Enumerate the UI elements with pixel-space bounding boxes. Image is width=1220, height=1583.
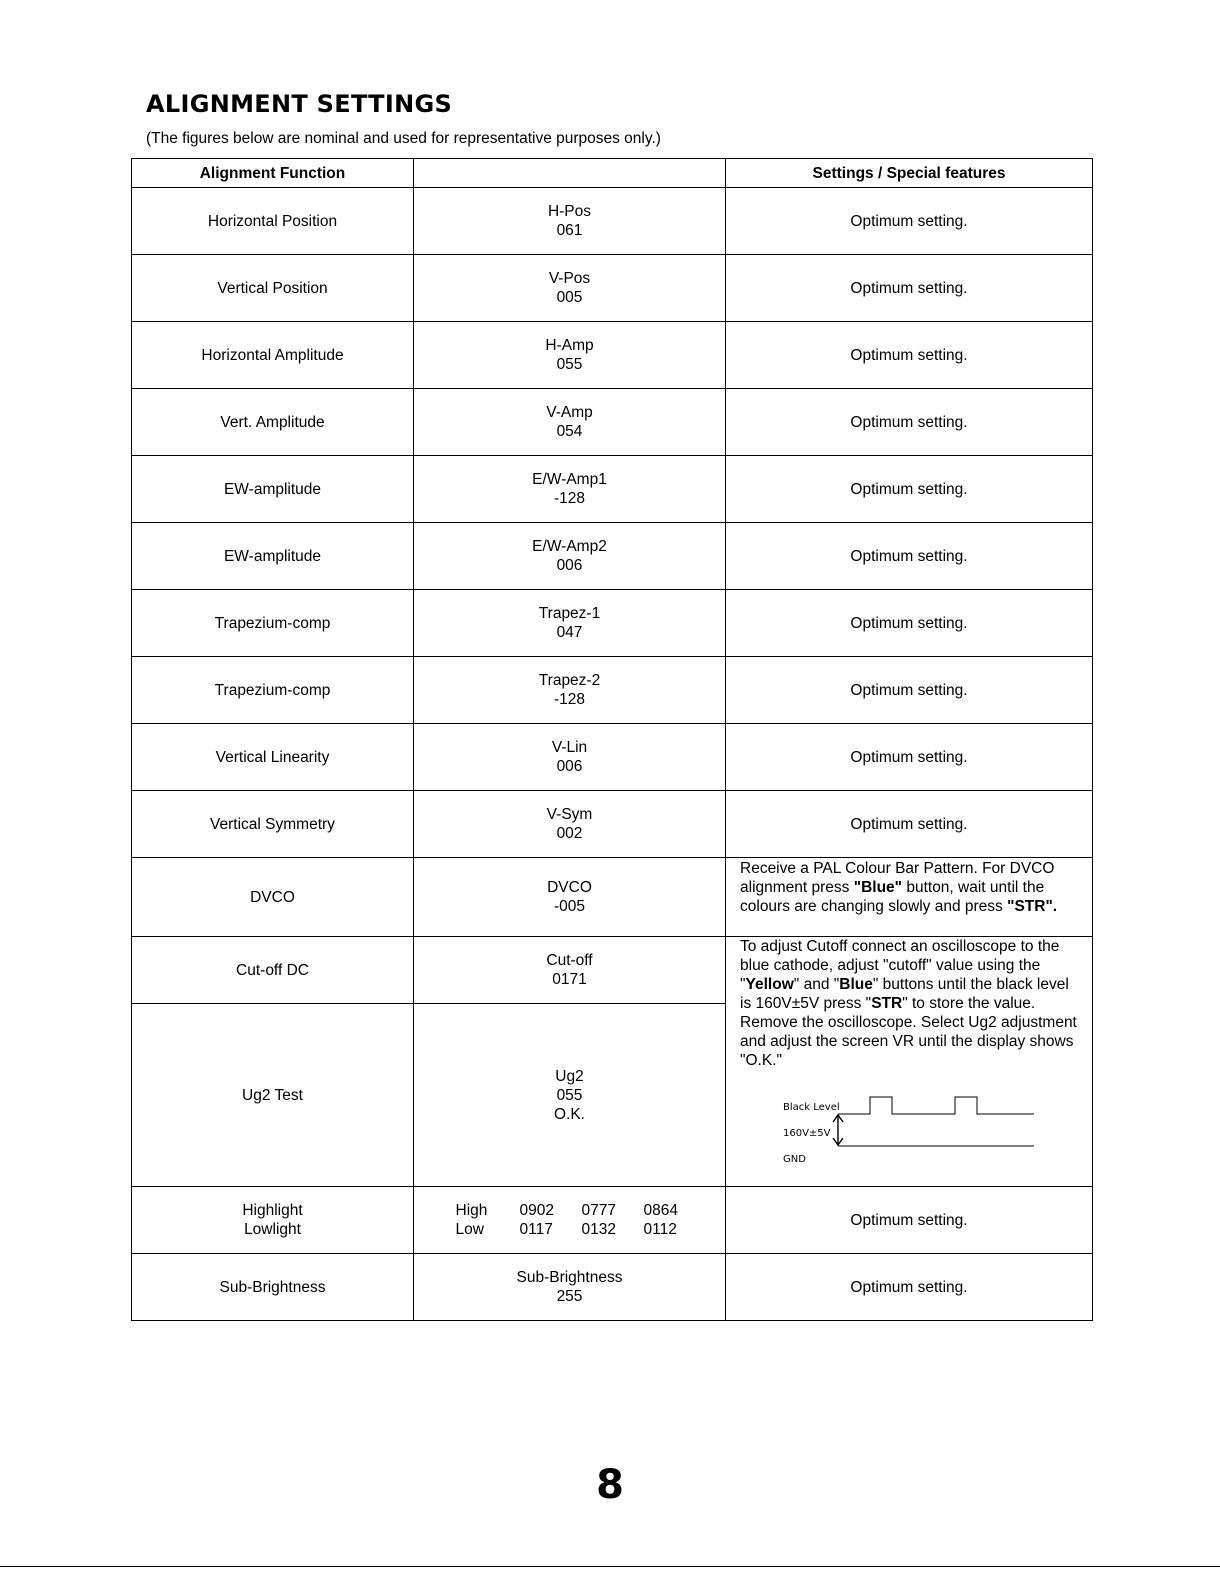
cutoff-text-str: STR bbox=[871, 995, 903, 1012]
table-row-cutoff bbox=[132, 937, 1093, 1004]
code-cell bbox=[414, 523, 726, 590]
code-label: H-Pos bbox=[547, 203, 592, 220]
function-cell: Horizontal Position bbox=[132, 188, 414, 255]
code-value: -128 bbox=[553, 490, 586, 507]
function-cell: Vertical Position bbox=[132, 255, 414, 322]
table-row bbox=[132, 523, 1093, 590]
function-cell bbox=[132, 1187, 414, 1254]
black-level-label: Black Level bbox=[783, 1102, 840, 1113]
function-cell: Vertical Linearity bbox=[132, 724, 414, 791]
code-label: Sub-Brightness bbox=[516, 1269, 623, 1286]
table-row-highlight bbox=[132, 1187, 1093, 1254]
code-cell bbox=[414, 1254, 726, 1321]
cutoff-text bbox=[740, 937, 1080, 1070]
low-value: 0112 bbox=[643, 1221, 677, 1238]
code-value: 055 bbox=[556, 356, 583, 373]
table-row-dvco bbox=[132, 858, 1093, 937]
cutoff-text-blue: Blue bbox=[839, 976, 873, 993]
code-label: E/W-Amp1 bbox=[532, 471, 607, 488]
cutoff-instructions bbox=[726, 937, 1093, 1187]
bottom-divider bbox=[0, 1566, 1220, 1567]
code-label: Cut-off bbox=[546, 952, 593, 969]
high-label: High bbox=[455, 1202, 488, 1219]
waveform-line bbox=[838, 1097, 1034, 1114]
code-value: 047 bbox=[556, 624, 583, 641]
code-value: -005 bbox=[553, 898, 586, 915]
cutoff-text-e: " buttons until the black level is 160V±5V press " bbox=[740, 976, 1069, 1012]
table-row bbox=[132, 322, 1093, 389]
table-body bbox=[132, 188, 1093, 1321]
code-value: 055 bbox=[556, 1086, 583, 1104]
waveform-svg bbox=[780, 1094, 1080, 1174]
header-settings: Settings / Special features bbox=[726, 159, 1093, 188]
code-cell bbox=[414, 188, 726, 255]
function-cell: Ug2 Test bbox=[132, 1004, 414, 1187]
highlight-values bbox=[420, 1201, 719, 1239]
low-label: Low bbox=[455, 1221, 484, 1238]
dvco-text-str: "STR". bbox=[1007, 898, 1058, 915]
function-cell: Sub-Brightness bbox=[132, 1254, 414, 1321]
page-note: (The figures below are nominal and used for representative purposes only.) bbox=[146, 130, 661, 147]
dvco-text-blue: "Blue" bbox=[853, 879, 903, 896]
code-value: 002 bbox=[556, 825, 583, 842]
code-value: 006 bbox=[556, 557, 583, 574]
cutoff-text-yellow: Yellow bbox=[745, 976, 794, 993]
function-highlight: Highlight bbox=[242, 1202, 303, 1219]
voltage-label: 160V±5V bbox=[783, 1128, 831, 1139]
code-value: 255 bbox=[556, 1288, 583, 1305]
setting-cell: Optimum setting. bbox=[726, 456, 1093, 523]
low-value: 0117 bbox=[519, 1221, 553, 1238]
alignment-table bbox=[131, 158, 1093, 1321]
code-label: V-Pos bbox=[548, 270, 591, 287]
function-cell: Vert. Amplitude bbox=[132, 389, 414, 456]
code-cell bbox=[414, 724, 726, 791]
function-cell: EW-amplitude bbox=[132, 456, 414, 523]
table-row bbox=[132, 657, 1093, 724]
function-cell: Trapezium-comp bbox=[132, 657, 414, 724]
dvco-instructions bbox=[726, 858, 1093, 937]
setting-cell: Optimum setting. bbox=[726, 1254, 1093, 1321]
code-cell bbox=[414, 1004, 726, 1187]
function-cell: DVCO bbox=[132, 858, 414, 937]
header-alignment-function: Alignment Function bbox=[132, 159, 414, 188]
table-row bbox=[132, 791, 1093, 858]
code-cell bbox=[414, 322, 726, 389]
table-row bbox=[132, 724, 1093, 791]
setting-cell: Optimum setting. bbox=[726, 791, 1093, 858]
setting-cell: Optimum setting. bbox=[726, 255, 1093, 322]
code-value: 054 bbox=[556, 423, 583, 440]
code-value: 061 bbox=[556, 222, 583, 239]
setting-cell: Optimum setting. bbox=[726, 389, 1093, 456]
code-label: H-Amp bbox=[545, 337, 594, 354]
cutoff-text-a: To adjust Cutoff connect an oscilloscope to the blue cathode, adjust "cutoff" value using the " bbox=[740, 938, 1060, 993]
table-row-sub-brightness bbox=[132, 1254, 1093, 1321]
table-header-row bbox=[132, 159, 1093, 188]
code-cell bbox=[414, 937, 726, 1004]
page-number: 8 bbox=[596, 1462, 624, 1508]
code-value: -128 bbox=[553, 691, 586, 708]
function-cell: Horizontal Amplitude bbox=[132, 322, 414, 389]
table-row bbox=[132, 590, 1093, 657]
setting-cell: Optimum setting. bbox=[726, 590, 1093, 657]
code-label: V-Amp bbox=[546, 404, 593, 421]
code-label: E/W-Amp2 bbox=[532, 538, 607, 555]
cutoff-text-g: " to store the value. Remove the oscilloscope. Select Ug2 adjustment and adjust the screen VR until the display shows "O.K." bbox=[740, 995, 1077, 1069]
code-cell bbox=[414, 255, 726, 322]
code-label: Trapez-2 bbox=[538, 672, 601, 689]
function-lowlight: Lowlight bbox=[244, 1221, 301, 1238]
setting-cell: Optimum setting. bbox=[726, 322, 1093, 389]
setting-cell: Optimum setting. bbox=[726, 1187, 1093, 1254]
code-cell bbox=[414, 657, 726, 724]
cutoff-text-c: " and " bbox=[793, 976, 840, 993]
code-status: O.K. bbox=[553, 1105, 585, 1123]
code-value: 005 bbox=[556, 289, 583, 306]
high-value: 0902 bbox=[519, 1202, 554, 1219]
table-row bbox=[132, 255, 1093, 322]
dvco-text-a: Receive a PAL Colour Bar Pattern. For DVCO alignment press bbox=[740, 860, 1055, 896]
code-cell bbox=[414, 456, 726, 523]
function-cell: Cut-off DC bbox=[132, 937, 414, 1004]
page-title: ALIGNMENT SETTINGS bbox=[146, 90, 453, 118]
code-value: 006 bbox=[556, 758, 583, 775]
table-row bbox=[132, 456, 1093, 523]
dvco-text-c: button, wait until the colours are changing slowly and press bbox=[740, 879, 1045, 915]
code-cell bbox=[414, 590, 726, 657]
setting-cell: Optimum setting. bbox=[726, 523, 1093, 590]
high-value: 0864 bbox=[643, 1202, 678, 1219]
code-value: 0171 bbox=[552, 971, 587, 988]
function-cell: EW-amplitude bbox=[132, 523, 414, 590]
code-label: Ug2 bbox=[555, 1067, 584, 1085]
high-value: 0777 bbox=[581, 1202, 616, 1219]
code-label: Trapez-1 bbox=[538, 605, 601, 622]
setting-cell: Optimum setting. bbox=[726, 724, 1093, 791]
low-value: 0132 bbox=[581, 1221, 616, 1238]
function-cell: Trapezium-comp bbox=[132, 590, 414, 657]
table-row bbox=[132, 188, 1093, 255]
oscilloscope-diagram bbox=[780, 1094, 1080, 1174]
setting-cell: Optimum setting. bbox=[726, 188, 1093, 255]
code-label: V-Sym bbox=[546, 806, 593, 823]
code-cell bbox=[414, 389, 726, 456]
code-cell bbox=[414, 1187, 726, 1254]
table-row bbox=[132, 389, 1093, 456]
code-label: V-Lin bbox=[551, 739, 588, 756]
code-cell bbox=[414, 858, 726, 937]
header-blank bbox=[414, 159, 726, 188]
code-label: DVCO bbox=[547, 879, 592, 896]
setting-cell: Optimum setting. bbox=[726, 657, 1093, 724]
code-cell bbox=[414, 791, 726, 858]
function-cell: Vertical Symmetry bbox=[132, 791, 414, 858]
gnd-label: GND bbox=[783, 1154, 806, 1165]
